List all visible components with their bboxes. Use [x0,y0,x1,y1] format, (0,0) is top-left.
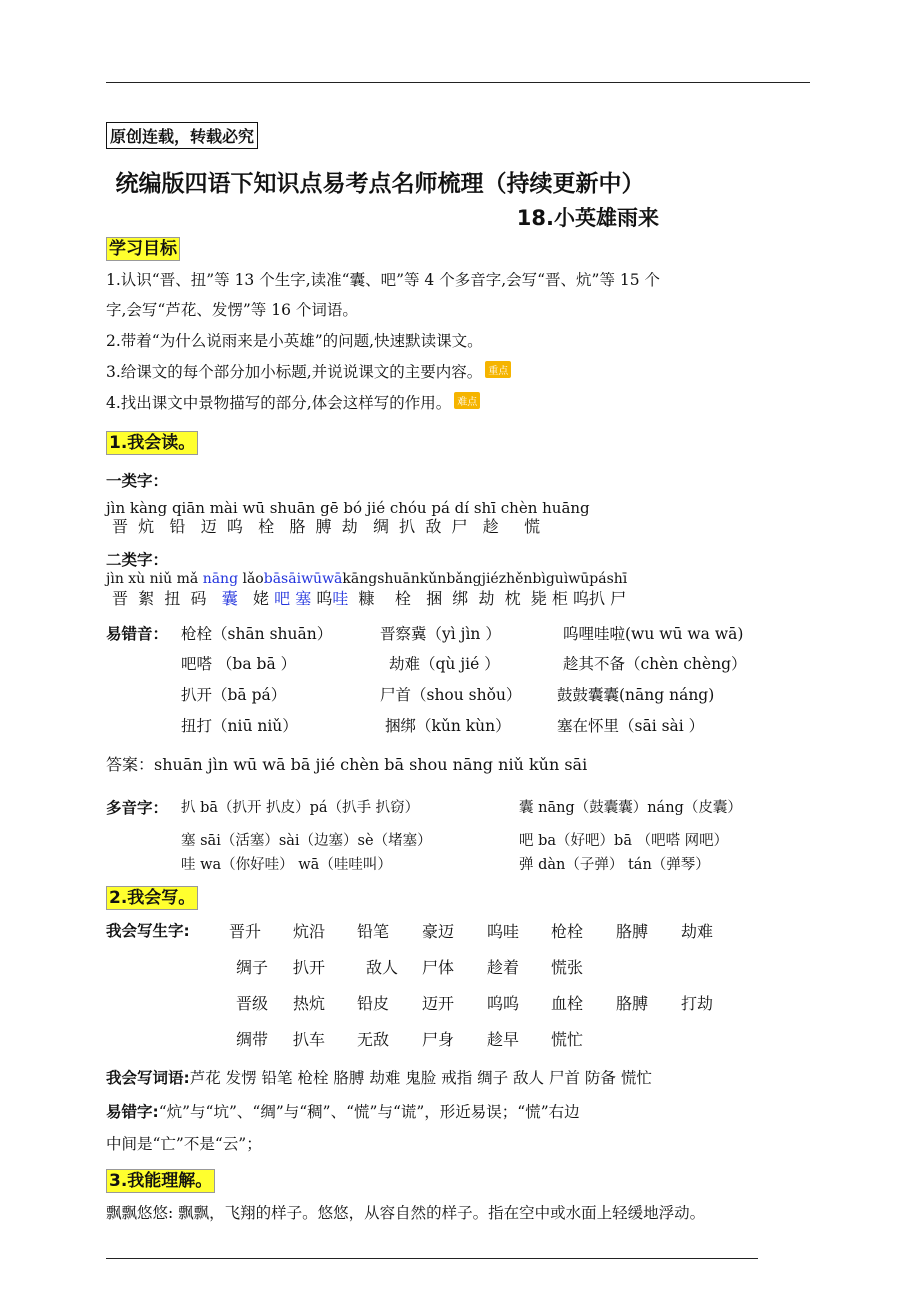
mistake-line-a: 易错字:“炕”与“坑”、“绸”与“稠”、“慌”与“谎”，形近易误；“慌”右边 [106,1103,580,1121]
polyphone-item: 弹 dàn（子弹） tán（弹琴） [519,857,710,873]
write-char-word: 血栓 [551,994,584,1013]
polyphone-item: 扒 bā（扒开 扒皮）pá（扒手 扒窃） [181,800,420,816]
write-heading: 2.我会写。 [106,883,198,908]
error-item: 扒开（bā pá） [181,686,287,704]
write-char-word: 晋升 [229,922,262,941]
class1-label: 一类字： [106,472,169,490]
write-char-word: 呜呜 [487,994,520,1013]
key-point-badge: 重点 [485,361,511,378]
class2-label: 二类字： [106,551,169,569]
polyphone-item: 囊 nāng（鼓囊囊）náng（皮囊） [519,800,742,816]
write-char-word: 铅皮 [357,994,390,1013]
errors-label: 易错音： [106,625,169,643]
write-words-label: 我会写词语: [106,1069,190,1087]
write-char-word: 绸子 [236,958,269,977]
errors-answer: 答案：shuān jìn wū wā bā jié chèn bā shou nāng niǔ kǔn sāi [106,755,588,774]
error-item: 吧嗒 （ba bā ） [181,655,297,673]
write-char-word: 扒开 [293,958,326,977]
understand-line: 飘飘悠悠: 飘飘，飞翔的样子。悠悠，从容自然的样子。指在空中或水面上轻缓地浮动。 [106,1204,706,1222]
footer-rule [106,1258,758,1259]
write-char-word: 敌人 [366,958,399,977]
copyright-notice: 原创连载，转载必究 [106,122,258,149]
write-words: 芦花 发愣 铅笔 枪栓 胳膊 劫难 鬼脸 戒指 绸子 敌人 尸首 防备 慌忙 [189,1069,652,1087]
polyphones-label: 多音字： [106,799,169,817]
error-item: 鼓鼓囊囊(nāng náng) [557,686,715,704]
write-char-word: 炕沿 [293,922,326,941]
goal-line-4: 4.找出课文中景物描写的部分,体会这样写的作用。 难点 [106,391,480,413]
polyphone-item: 吧 ba（好吧）bā （吧嗒 网吧） [519,833,729,849]
polyphone-item: 哇 wa（你好哇） wā（哇哇叫） [181,857,392,873]
write-char-word: 尸体 [422,958,455,977]
error-item: 呜哩哇啦(wu wū wa wā) [563,625,744,643]
write-char-word: 扒车 [293,1030,326,1049]
write-char-word: 无敌 [357,1030,390,1049]
goal-line-2: 2.带着“为什么说雨来是小英雄”的问题,快速默读课文。 [106,332,483,350]
understand-heading: 3.我能理解。 [106,1166,215,1191]
error-item: 塞在怀里（sāi sài ） [557,717,705,735]
write-char-word: 打劫 [681,994,714,1013]
goals-heading: 学习目标 [106,234,180,259]
error-item: 劫难（qù jié ） [389,655,500,673]
write-char-word: 慌张 [551,958,584,977]
error-item: 趁其不备（chèn chèng） [563,655,747,673]
goal-line-1a: 1.认识“晋、扭”等 13 个生字,读准“囊、吧”等 4 个多音字,会写“晋、炕”等 15 个 [106,271,661,289]
class2-pinyin: jìn xù niǔ mǎ nāng lǎobāsāiwūwākāngshuānkǔnbǎngjiézhěnbìguìwūpáshī [106,571,628,587]
write-char-word: 铅笔 [357,922,390,941]
write-char-word: 劫难 [681,922,714,941]
write-char-word: 胳膊 [616,994,649,1013]
write-char-word: 枪栓 [551,922,584,941]
write-char-word: 迈开 [422,994,455,1013]
mistake-line-b: 中间是“亡”不是“云”； [106,1135,262,1153]
write-char-word: 慌忙 [551,1030,584,1049]
write-char-word: 晋级 [236,994,269,1013]
goal-line-3: 3.给课文的每个部分加小标题,并说说课文的主要内容。 重点 [106,360,511,382]
goal-line-1b: 字,会写“芦花、发愣”等 16 个词语。 [106,301,358,319]
class2-chars: 晋 絮 扭 码 囊 姥 吧 塞 呜哇 糠 栓 捆 绑 劫 枕 毙 柜 呜扒 尸 [112,589,627,608]
error-item: 晋察冀（yì jìn ） [380,625,501,643]
error-item: 捆绑（kǔn kùn） [385,717,511,735]
lesson-title: 18.小英雄雨来 [516,206,659,230]
write-char-word: 趁着 [487,958,520,977]
mistake-label: 易错字: [106,1103,159,1121]
polyphone-item: 塞 sāi（活塞）sài（边塞）sè（堵塞） [181,833,432,849]
page-title: 统编版四语下知识点易考点名师梳理（持续更新中） [115,171,645,197]
write-char-word: 趁早 [487,1030,520,1049]
read-heading: 1.我会读。 [106,428,198,453]
difficulty-badge: 难点 [454,392,480,409]
write-char-word: 呜哇 [487,922,520,941]
write-words-line [106,1066,652,1088]
error-item: 扭打（niū niǔ） [181,717,298,735]
write-char-word: 热炕 [293,994,326,1013]
class1-chars: 晋 炕 铅 迈 呜 栓 胳 膊 劫 绸 扒 敌 尸 趁 慌 [112,517,541,536]
write-char-word: 胳膊 [616,922,649,941]
error-item: 尸首（shou shǒu） [380,686,522,704]
error-item: 枪栓（shān shuān） [181,625,333,643]
write-chars-label: 我会写生字: [106,922,190,940]
write-char-word: 尸身 [422,1030,455,1049]
header-rule [106,82,810,83]
write-char-word: 豪迈 [422,922,455,941]
class1-pinyin: jìn kàng qiān mài wū shuān gē bó jié chóu pá dí shī chèn huāng [106,499,590,517]
write-char-word: 绸带 [236,1030,269,1049]
